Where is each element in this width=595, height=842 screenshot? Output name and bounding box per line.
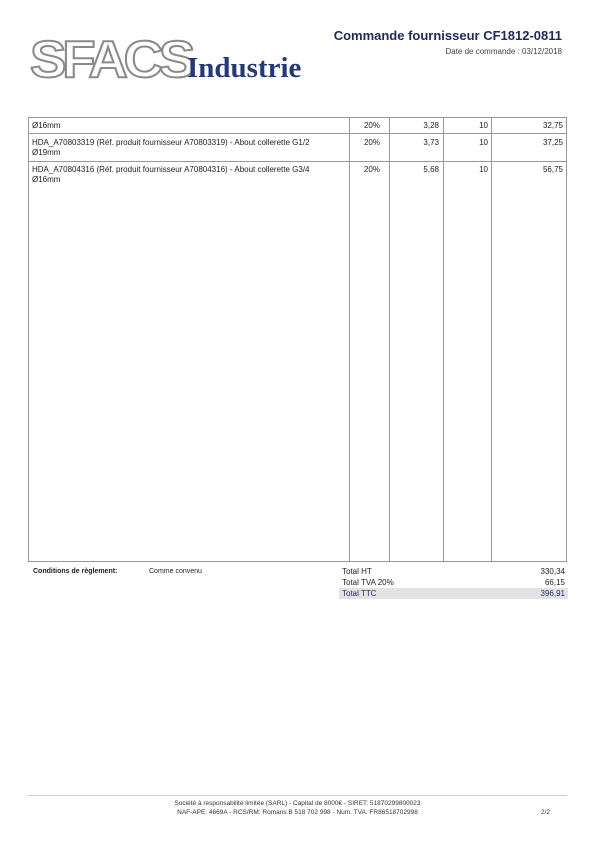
total-label: Total TVA 20%	[342, 578, 394, 587]
line-unit-price: 5,68	[423, 165, 439, 174]
line-unit-price: 3,28	[423, 121, 439, 130]
line-description: HDA_A70803319 (Réf. produit fournisseur A70803319) - About collerette G1/2 Ø19mm	[32, 138, 310, 157]
total-ht-row	[339, 566, 568, 577]
logo-subtitle: Industrie	[187, 52, 302, 84]
line-total: 56,75	[542, 165, 563, 174]
payment-terms-label: Conditions de règlement:	[33, 568, 118, 575]
order-lines-table	[28, 117, 567, 562]
footer-divider	[28, 795, 567, 796]
line-total: 32,75	[542, 121, 563, 130]
total-ttc-row	[339, 588, 568, 599]
line-vat: 20%	[363, 165, 380, 174]
line-description: HDA_A70804316 (Réf. produit fournisseur A70804316) - About collerette G3/4 Ø16mm	[32, 165, 310, 184]
column-divider	[491, 118, 492, 561]
total-label: Total HT	[342, 567, 372, 576]
logo-brand: SFACS	[30, 31, 192, 89]
footer-legal-line-2: NAF-APE: 4669A - RCS/RM: Romans B 518 702 998 - Num. TVA: FR86518702998	[177, 809, 418, 816]
row-divider	[29, 133, 566, 134]
line-description: Ø16mm	[32, 121, 61, 130]
total-label: Total TTC	[342, 589, 377, 598]
order-date: Date de commande : 03/12/2018	[445, 47, 562, 56]
line-total: 37,25	[542, 138, 563, 147]
total-vat-row	[339, 577, 568, 588]
page-number: 2/2	[540, 809, 550, 816]
document-title: Commande fournisseur CF1812-0811	[333, 28, 562, 43]
line-vat: 20%	[363, 138, 380, 147]
company-logo	[30, 30, 320, 90]
footer-legal-line-1: Société à responsabilité limitée (SARL) - Capital de 8000€ - SIRET: 51870299800023	[174, 800, 421, 807]
line-quantity: 10	[479, 121, 488, 130]
row-divider	[29, 161, 566, 162]
line-quantity: 10	[479, 138, 488, 147]
totals-block	[339, 566, 568, 599]
column-divider	[389, 118, 390, 561]
total-value: 396,91	[540, 589, 565, 598]
line-vat: 20%	[363, 121, 380, 130]
line-quantity: 10	[479, 165, 488, 174]
column-divider	[443, 118, 444, 561]
total-value: 66,15	[544, 578, 565, 587]
payment-terms-value: Comme convenu	[149, 568, 202, 575]
total-value: 330,34	[540, 567, 565, 576]
line-unit-price: 3,73	[423, 138, 439, 147]
